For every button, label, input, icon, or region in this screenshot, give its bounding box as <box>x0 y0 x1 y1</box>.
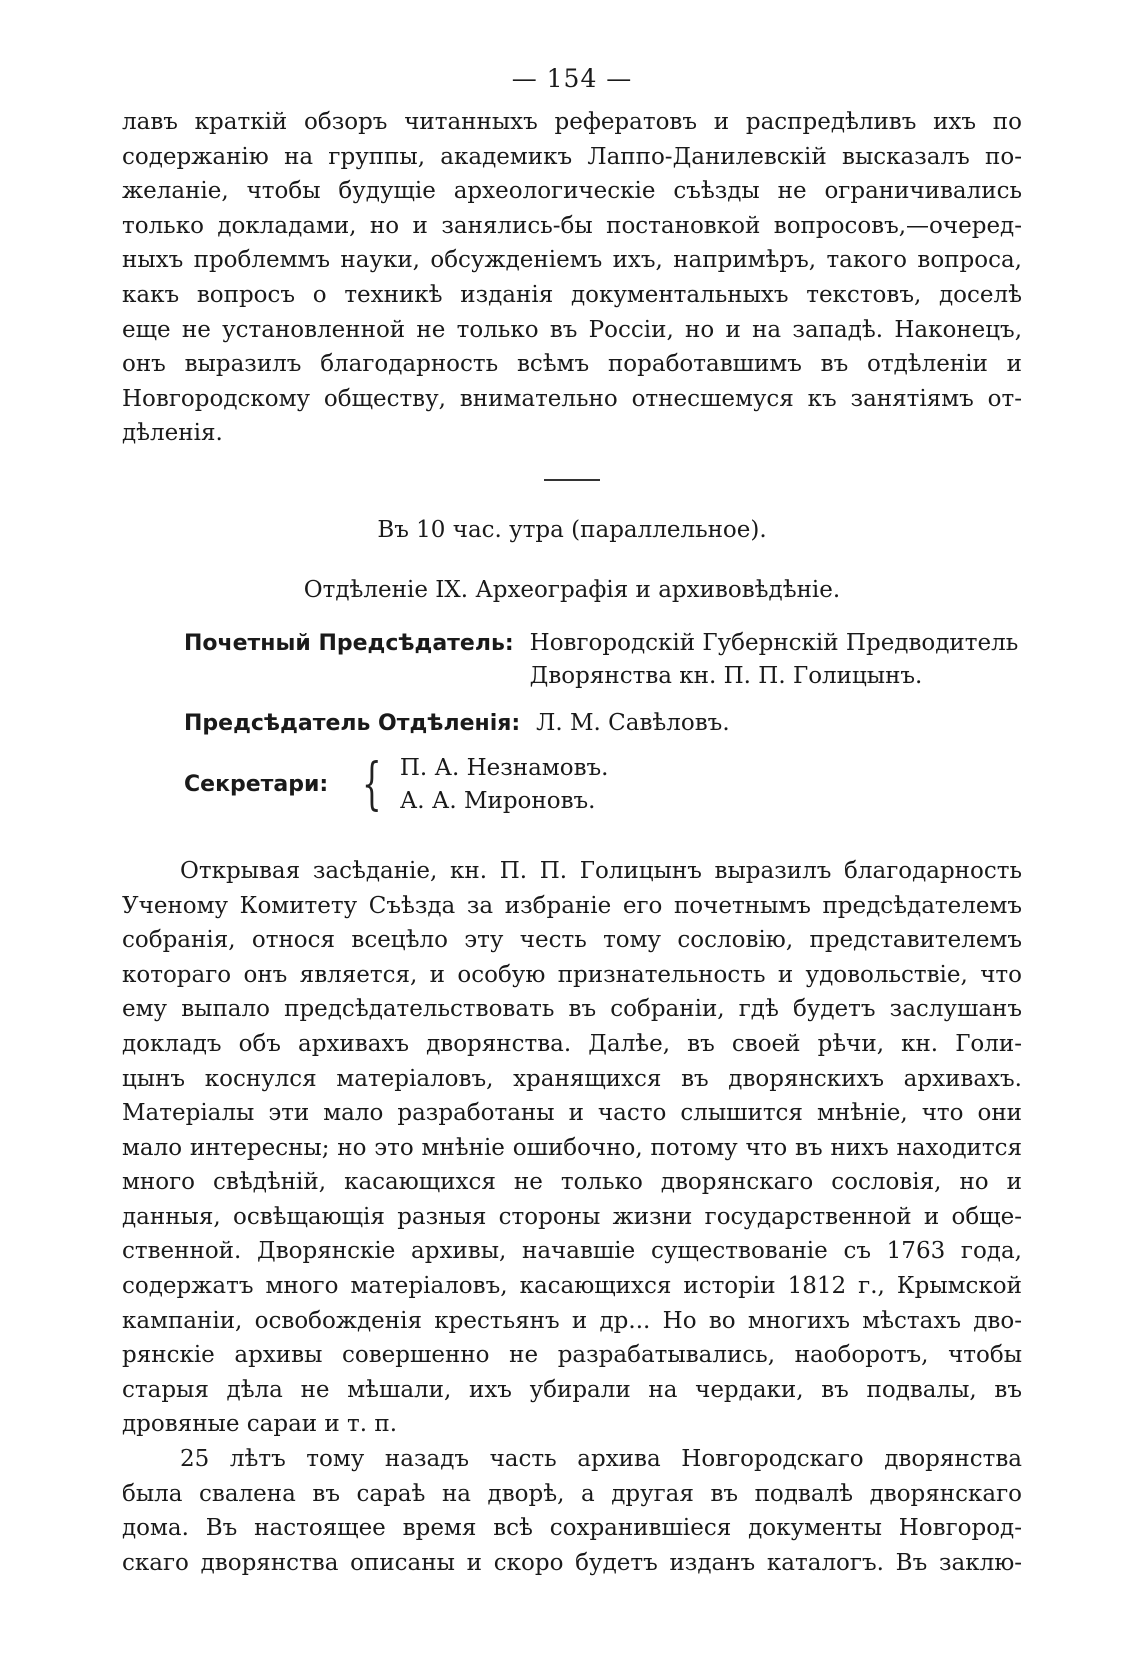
honorary-chair-row <box>122 627 1022 693</box>
secretaries-list <box>400 752 609 818</box>
text-line: какъ вопросъ о техникѣ изданія документальныхъ текстовъ, доселѣ <box>122 281 1022 308</box>
honorary-chair-line1: Новгородскій Губернскій Предводитель <box>529 629 1019 656</box>
text-line: ныхъ проблеммъ науки, обсужденіемъ ихъ, напримѣръ, такого вопроса, <box>122 247 1022 274</box>
body-paragraph-1 <box>122 854 1022 1442</box>
text-line: Матеріалы эти мало разработаны и часто слышится мнѣніе, что они <box>122 1100 1022 1127</box>
text-line: данныя, освѣщающія разныя стороны жизни государственной и обще- <box>122 1203 1022 1230</box>
text-line: котораго онъ является, и особую признательность и удовольствіе, что <box>122 961 1022 988</box>
secretaries-label: Секретари: <box>184 772 329 798</box>
text-line: содержатъ много матеріаловъ, касающихся исторіи 1812 г., Крымской <box>122 1273 1022 1300</box>
curly-brace-icon: { <box>362 751 382 817</box>
dept-chair-value: Л. М. Савѣловъ. <box>536 709 730 736</box>
dept-chair-label: Предсѣдатель Отдѣленія: <box>184 710 521 736</box>
secretary-name: П. А. Незнамовъ. <box>399 754 609 781</box>
text-line: была свалена въ сараѣ на дворѣ, а другая въ подвалѣ дворянскаго <box>122 1480 1022 1507</box>
text-line: Новгородскому обществу, внимательно отнесшемуся къ занятіямъ от- <box>122 385 1022 412</box>
text-line: содержанію на группы, академикъ Лаппо-Данилевскій высказалъ по- <box>122 143 1022 170</box>
session-time: Въ 10 час. утра (параллельное). <box>377 516 767 543</box>
text-line: 25 лѣтъ тому назадъ часть архива Новгородскаго дворянства <box>180 1446 1022 1473</box>
text-line: рянскіе архивы совершенно не разрабатывались, наоборотъ, чтобы <box>122 1342 1022 1369</box>
text-line: много свѣдѣній, касающихся не только дворянскаго сословія, но и <box>122 1169 1022 1196</box>
text-line: старыя дѣла не мѣшали, ихъ убирали на чердаки, въ подвалы, въ <box>122 1376 1022 1403</box>
honorary-chair-line2: Дворянства кн. П. П. Голицынъ. <box>529 662 923 689</box>
text-line: мало интересны; но это мнѣніе ошибочно, потому что въ нихъ находится <box>122 1134 1022 1161</box>
text-line: собранія, относя всецѣло эту честь тому сословію, представителемъ <box>122 927 1022 954</box>
text-line: цынъ коснулся матеріаловъ, хранящихся въ дворянскихъ архивахъ. <box>122 1065 1022 1092</box>
page-number: — 154 — <box>511 64 633 93</box>
secretary-name: А. А. Мироновъ. <box>399 787 596 814</box>
text-line: дровяные сараи и т. п. <box>122 1411 398 1438</box>
book-page <box>122 64 1022 1580</box>
intro-paragraph <box>122 105 1022 451</box>
text-line: еще не установленной не только въ Россіи, но и на западѣ. Наконецъ, <box>122 316 1022 343</box>
text-line: скаго дворянства описаны и скоро будетъ изданъ каталогъ. Въ заклю- <box>122 1549 1022 1576</box>
text-line: Открывая засѣданіе, кн. П. П. Голицынъ выразилъ благодарность <box>180 857 1022 884</box>
text-line: лавъ краткій обзоръ читанныхъ рефератовъ и распредѣливъ ихъ по <box>122 109 1022 135</box>
text-line: ему выпало предсѣдательствовать въ собраніи, гдѣ будетъ заслушанъ <box>122 996 1022 1023</box>
text-line: дома. Въ настоящее время всѣ сохранившіеся документы Новгород- <box>122 1515 1022 1542</box>
text-line: желаніе, чтобы будущіе археологическіе съѣзды не ограничивались <box>122 178 1022 205</box>
text-line: ственной. Дворянскіе архивы, начавшіе существованіе съ 1763 года, <box>122 1238 1022 1265</box>
section-divider <box>544 479 600 481</box>
text-line: дѣленія. <box>122 420 223 447</box>
honorary-chair-label: Почетный Предсѣдатель: <box>184 630 514 656</box>
body-paragraph-2 <box>122 1442 1022 1580</box>
text-line: кампаніи, освобожденія крестьянъ и др... Но во многихъ мѣстахъ дво- <box>122 1307 1022 1334</box>
text-line: онъ выразилъ благодарность всѣмъ поработавшимъ въ отдѣленіи и <box>122 351 1022 378</box>
honorary-chair-value <box>530 627 1019 693</box>
text-line: Ученому Комитету Съѣзда за избраніе его почетнымъ предсѣдателемъ <box>122 892 1022 919</box>
text-line: только докладами, но и занялись-бы постановкой вопросовъ,—очеред- <box>122 212 1022 239</box>
dept-chair-row <box>122 707 1022 740</box>
text-line: докладъ объ архивахъ дворянства. Далѣе, въ своей рѣчи, кн. Голи- <box>122 1030 1022 1057</box>
section-title: Отдѣленіе IX. Археографія и архивовѣдѣніе. <box>303 576 841 603</box>
secretaries-row <box>122 752 1022 818</box>
